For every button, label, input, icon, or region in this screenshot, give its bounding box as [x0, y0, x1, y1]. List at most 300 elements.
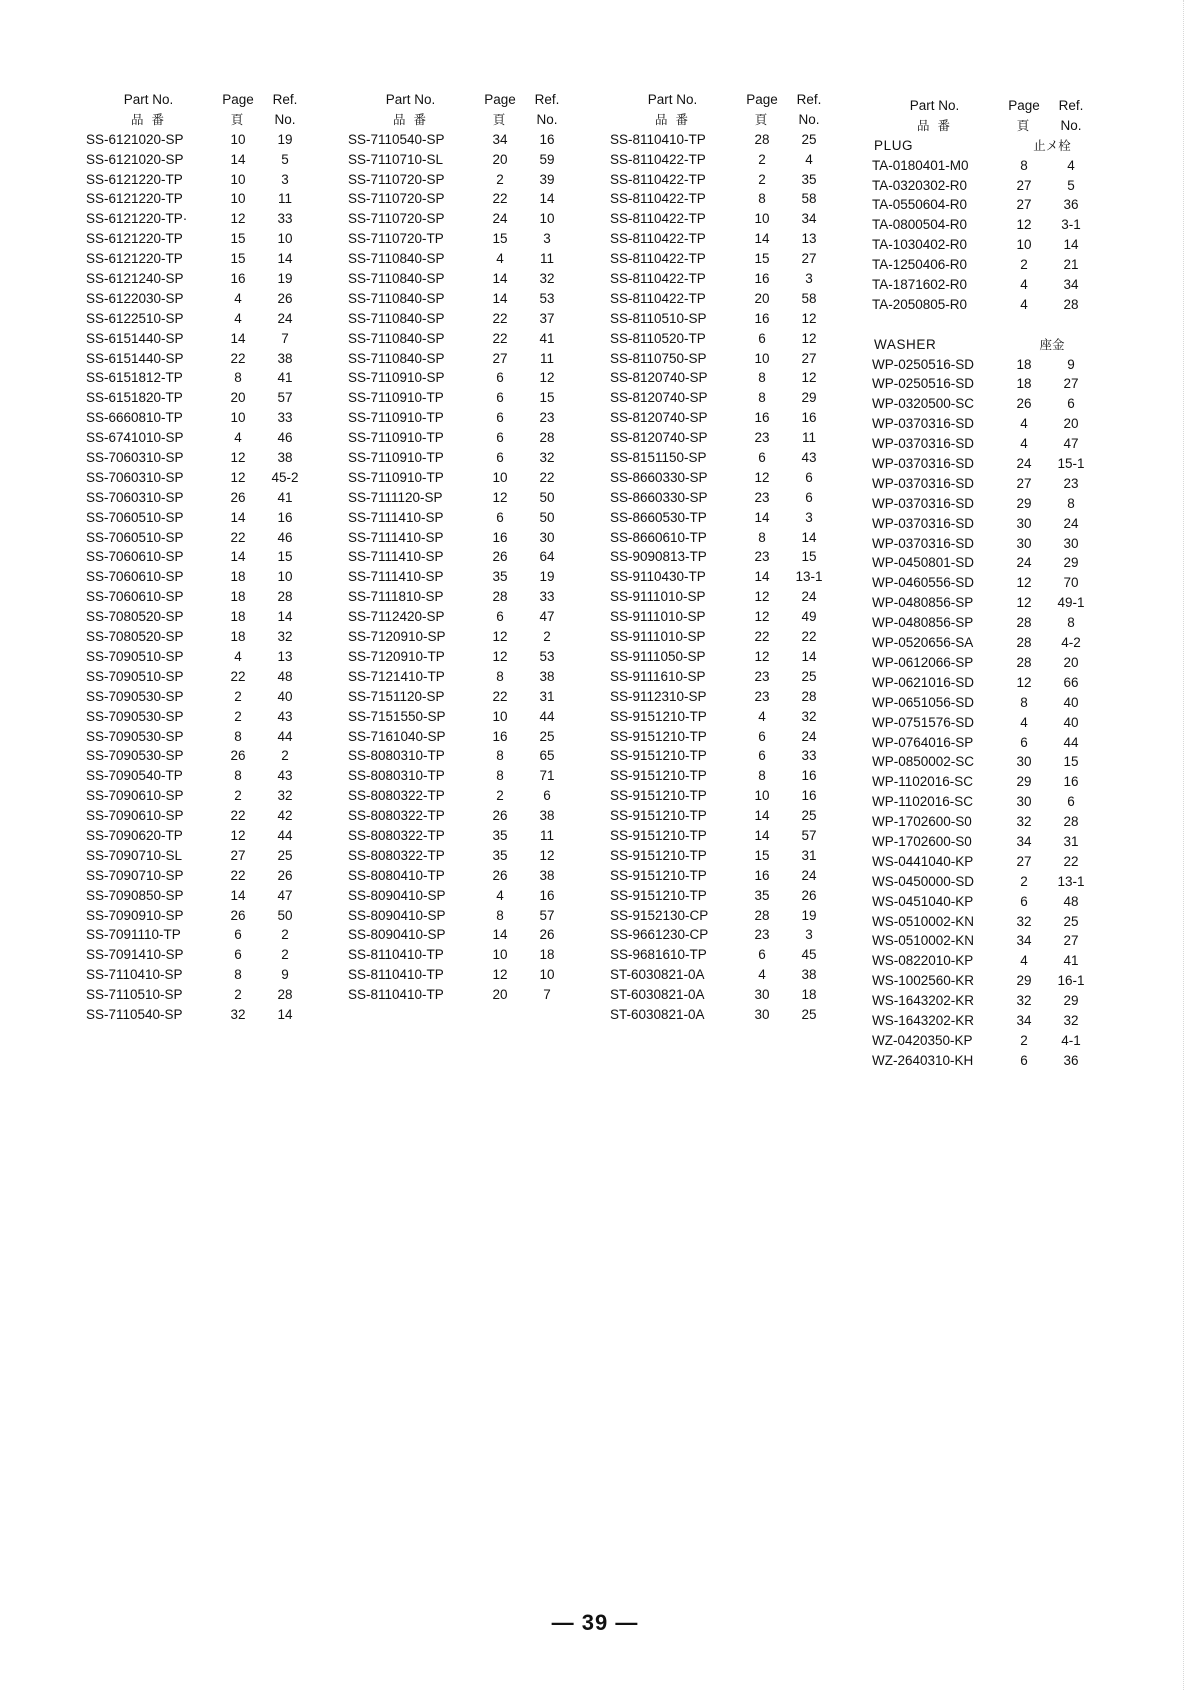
- ref-number: 34: [801, 211, 817, 227]
- table-row: [610, 945, 835, 965]
- part-number: WP-0370316-SD: [872, 416, 975, 432]
- page-ref: 22: [492, 688, 508, 704]
- ref-number: 47: [1063, 436, 1079, 452]
- page-ref: 16: [492, 529, 508, 545]
- ref-number: 14: [277, 609, 293, 625]
- page-ref: 35: [492, 569, 508, 585]
- table-row: [610, 766, 835, 786]
- ref-number: 38: [277, 350, 293, 366]
- ref-number: 40: [1063, 694, 1079, 710]
- table-row: [86, 130, 311, 150]
- category-label-jp: 止メ栓: [1033, 137, 1071, 153]
- page-ref: 8: [496, 668, 504, 684]
- part-number: SS-7090850-SP: [86, 887, 184, 903]
- table-row: [610, 388, 835, 408]
- ref-number: 10: [539, 967, 555, 983]
- ref-number: 40: [277, 688, 293, 704]
- ref-number: 9: [281, 967, 289, 983]
- table-row: [610, 687, 835, 707]
- page-ref: 14: [754, 827, 770, 843]
- table-row: [86, 269, 311, 289]
- part-number: SS-7111410-SP: [348, 549, 444, 565]
- part-number: SS-7060610-SP: [86, 569, 184, 585]
- table-row: [610, 150, 835, 170]
- parts-column-4: [872, 96, 1099, 1071]
- table-row: [348, 607, 573, 627]
- ref-number: 36: [1063, 197, 1079, 213]
- part-number: SS-7120910-TP: [348, 648, 445, 664]
- part-number: WP-0651056-SD: [872, 694, 975, 710]
- ref-number: 25: [801, 131, 817, 147]
- page-ref: 23: [754, 549, 770, 565]
- page-ref: 34: [1016, 833, 1032, 849]
- page-ref: 14: [754, 569, 770, 585]
- table-row: [872, 733, 1099, 753]
- table-row: [872, 295, 1099, 315]
- page-ref: 10: [754, 788, 770, 804]
- table-row: [872, 812, 1099, 832]
- part-number: SS-7080520-SP: [86, 609, 184, 625]
- part-number: SS-6121220-TP: [86, 171, 183, 187]
- ref-number: 14: [801, 529, 817, 545]
- ref-number: 25: [801, 1006, 817, 1022]
- part-number: SS-6121220-TP: [86, 251, 183, 267]
- page-ref: 12: [492, 967, 508, 983]
- page-ref: 26: [492, 549, 508, 565]
- part-number: WP-1702600-S0: [872, 814, 972, 830]
- page-ref: 10: [492, 469, 508, 485]
- page-ref: 2: [496, 171, 504, 187]
- page-ref: 27: [492, 350, 508, 366]
- page-ref: 10: [230, 410, 246, 426]
- page-ref: 16: [492, 728, 508, 744]
- page-ref: 27: [1016, 177, 1032, 193]
- table-row: [610, 209, 835, 229]
- part-number: WP-0460556-SD: [872, 575, 975, 591]
- table-row: [348, 249, 573, 269]
- page-ref: 12: [1016, 575, 1032, 591]
- table-row: [348, 866, 573, 886]
- header-part-no: Part No.: [123, 92, 174, 107]
- table-row: [348, 130, 573, 150]
- page-ref: 6: [758, 330, 766, 346]
- page-ref: 14: [230, 549, 246, 565]
- ref-number: 6: [805, 489, 813, 505]
- part-number: TA-1871602-R0: [872, 277, 968, 293]
- table-row: [872, 792, 1099, 812]
- ref-number: 41: [277, 489, 293, 505]
- page-ref: 12: [230, 827, 246, 843]
- ref-number: 14: [801, 648, 817, 664]
- ref-number: 48: [1063, 893, 1079, 909]
- ref-number: 26: [277, 867, 293, 883]
- table-row: [348, 547, 573, 567]
- ref-number: 32: [277, 788, 293, 804]
- part-number: SS-7110720-SP: [348, 171, 445, 187]
- part-number: WS-1643202-KR: [872, 1012, 975, 1028]
- table-row: [86, 886, 311, 906]
- part-number: ST-6030821-0A: [610, 987, 705, 1003]
- table-row: [86, 488, 311, 508]
- ref-number: 10: [539, 211, 555, 227]
- page-ref: 20: [492, 987, 508, 1003]
- ref-number: 49-1: [1057, 595, 1085, 611]
- ref-number: 4-1: [1061, 1032, 1081, 1048]
- part-number: SS-8080322-TP: [348, 847, 445, 863]
- part-number: SS-7110910-SP: [348, 370, 445, 386]
- page-ref: 6: [496, 390, 504, 406]
- part-number: SS-9151210-TP: [610, 887, 707, 903]
- part-number: SS-7110840-SP: [348, 290, 445, 306]
- parts-column-2: [348, 90, 573, 1005]
- ref-number: 25: [1063, 913, 1079, 929]
- ref-number: 44: [277, 827, 293, 843]
- ref-number: 30: [1063, 535, 1079, 551]
- page-ref: 6: [1020, 893, 1028, 909]
- table-row: [86, 647, 311, 667]
- part-number: SS-8110422-TP: [610, 211, 706, 227]
- part-number: WP-0450801-SD: [872, 555, 975, 571]
- ref-number: 18: [801, 987, 817, 1003]
- table-row: [872, 931, 1099, 951]
- ref-number: 16-1: [1057, 973, 1085, 989]
- part-number: ST-6030821-0A: [610, 967, 705, 983]
- page-ref: 8: [234, 967, 242, 983]
- page-ref: 20: [754, 290, 770, 306]
- table-row: [348, 309, 573, 329]
- part-number: WP-0320500-SC: [872, 396, 975, 412]
- page-ref: 10: [754, 211, 770, 227]
- page-ref: 8: [758, 370, 766, 386]
- part-number: WP-0370316-SD: [872, 535, 975, 551]
- ref-number: 7: [543, 987, 551, 1003]
- page-ref: 30: [754, 987, 770, 1003]
- part-number: WS-0451040-KP: [872, 893, 974, 909]
- part-number: SS-7120910-SP: [348, 629, 446, 645]
- table-row: [348, 786, 573, 806]
- part-number: WP-1102016-SC: [872, 774, 974, 790]
- ref-number: 6: [1067, 396, 1075, 412]
- page-ref: 18: [1016, 376, 1032, 392]
- table-row: [348, 170, 573, 190]
- page-ref: 4: [758, 967, 766, 983]
- ref-number: 35: [801, 171, 817, 187]
- part-number: SS-8110510-SP: [610, 310, 707, 326]
- page-ref: 12: [492, 489, 508, 505]
- page-ref: 22: [230, 529, 246, 545]
- part-number: TA-0180401-M0: [872, 157, 969, 173]
- page-ref: 8: [496, 748, 504, 764]
- part-number: WS-1643202-KR: [872, 993, 975, 1009]
- ref-number: 28: [277, 589, 293, 605]
- page-ref: 4: [1020, 296, 1028, 312]
- header-part-no: Part No.: [909, 98, 960, 113]
- column-header-jp: [86, 110, 311, 130]
- part-number: SS-7110840-SP: [348, 310, 445, 326]
- table-row: [86, 627, 311, 647]
- header-page-jp: 頁: [1016, 117, 1032, 133]
- page-ref: 30: [1016, 515, 1032, 531]
- ref-number: 53: [539, 290, 555, 306]
- table-row: [872, 215, 1099, 235]
- part-number: TA-2050805-R0: [872, 296, 968, 312]
- part-number: SS-6741010-SP: [86, 430, 184, 446]
- page-ref: 15: [754, 251, 770, 267]
- part-number: WP-0250516-SD: [872, 356, 975, 372]
- page-ref: 26: [230, 489, 246, 505]
- ref-number: 33: [277, 211, 293, 227]
- table-row: [872, 195, 1099, 215]
- part-number: SS-8110520-TP: [610, 330, 706, 346]
- page-ref: 12: [492, 648, 508, 664]
- part-number: SS-9151210-TP: [610, 827, 707, 843]
- scan-edge: [1182, 0, 1184, 1690]
- part-number: SS-7090540-TP: [86, 768, 183, 784]
- table-row: [610, 567, 835, 587]
- part-number: SS-7111410-SP: [348, 509, 444, 525]
- part-number: SS-7090710-SL: [86, 847, 183, 863]
- ref-number: 10: [277, 569, 293, 585]
- part-number: SS-8120740-SP: [610, 410, 708, 426]
- part-number: WP-0621016-SD: [872, 674, 975, 690]
- table-row: [610, 846, 835, 866]
- table-row: [872, 454, 1099, 474]
- ref-number: 12: [801, 310, 817, 326]
- part-number: WS-0450000-SD: [872, 873, 975, 889]
- table-row: [610, 1005, 835, 1025]
- page-ref: 18: [230, 609, 246, 625]
- page-ref: 2: [234, 688, 242, 704]
- part-number: SS-8080322-TP: [348, 808, 445, 824]
- category-label: PLUG: [874, 137, 914, 153]
- page-ref: 2: [234, 788, 242, 804]
- page-ref: 14: [492, 271, 508, 287]
- page-ref: 14: [230, 509, 246, 525]
- ref-number: 29: [1063, 555, 1079, 571]
- page-ref: 8: [496, 907, 504, 923]
- table-row: [86, 687, 311, 707]
- part-number: WP-0370316-SD: [872, 515, 975, 531]
- header-ref-no: No.: [1060, 117, 1082, 133]
- page-ref: 20: [492, 151, 508, 167]
- page-ref: 26: [492, 867, 508, 883]
- header-part-no-jp: 品 番: [393, 111, 428, 127]
- part-number: SS-8090410-SP: [348, 927, 446, 943]
- page-ref: 14: [754, 231, 770, 247]
- page-ref: 4: [234, 648, 242, 664]
- ref-number: 28: [1063, 814, 1079, 830]
- page-ref: 28: [754, 907, 770, 923]
- page-ref: 10: [230, 191, 246, 207]
- page-ref: 6: [758, 728, 766, 744]
- table-row: [872, 434, 1099, 454]
- ref-number: 4-2: [1061, 635, 1081, 651]
- ref-number: 32: [277, 629, 293, 645]
- table-row: [610, 269, 835, 289]
- page-ref: 14: [230, 151, 246, 167]
- table-row: [610, 826, 835, 846]
- table-row: [86, 1005, 311, 1025]
- part-number: WS-0822010-KP: [872, 953, 974, 969]
- category-label: WASHER: [874, 336, 937, 352]
- table-row: [348, 329, 573, 349]
- part-number: SS-8110422-TP: [610, 171, 706, 187]
- ref-number: 57: [801, 827, 817, 843]
- page-ref: 12: [230, 469, 246, 485]
- table-row: [348, 567, 573, 587]
- page-ref: 35: [492, 827, 508, 843]
- table-row: [86, 528, 311, 548]
- part-number: SS-9681610-TP: [610, 947, 707, 963]
- table-row: [872, 514, 1099, 534]
- ref-number: 32: [539, 450, 555, 466]
- ref-number: 34: [1063, 277, 1079, 293]
- page-ref: 6: [496, 370, 504, 386]
- part-number: SS-9111010-SP: [610, 629, 706, 645]
- table-row: [610, 866, 835, 886]
- part-number: SS-9111010-SP: [610, 609, 706, 625]
- table-row: [610, 886, 835, 906]
- part-number: SS-7110910-TP: [348, 469, 444, 485]
- row-spacer: [872, 315, 1099, 335]
- table-row: [348, 428, 573, 448]
- table-row: [348, 826, 573, 846]
- page-ref: 2: [1020, 873, 1028, 889]
- table-row: [348, 727, 573, 747]
- part-number: SS-7080520-SP: [86, 629, 184, 645]
- part-number: WP-0370316-SD: [872, 456, 975, 472]
- part-number: SS-7110720-TP: [348, 231, 444, 247]
- page-ref: 22: [230, 808, 246, 824]
- page-ref: 8: [1020, 694, 1028, 710]
- table-row: [86, 448, 311, 468]
- table-row: [872, 693, 1099, 713]
- table-row: [610, 448, 835, 468]
- table-row: [872, 1011, 1099, 1031]
- part-number: TA-0320302-R0: [872, 177, 968, 193]
- part-number: SS-7110840-SP: [348, 330, 445, 346]
- part-number: WP-0250516-SD: [872, 376, 975, 392]
- ref-number: 23: [1063, 475, 1079, 491]
- table-row: [610, 727, 835, 747]
- part-number: SS-9111610-SP: [610, 668, 706, 684]
- table-row: [86, 846, 311, 866]
- table-row: [872, 414, 1099, 434]
- part-number: SS-7151550-SP: [348, 708, 446, 724]
- table-row: [872, 553, 1099, 573]
- part-number: SS-7110540-SP: [348, 131, 445, 147]
- table-row: [348, 965, 573, 985]
- table-row: [86, 985, 311, 1005]
- page-ref: 27: [1016, 475, 1032, 491]
- ref-number: 16: [801, 768, 817, 784]
- table-row: [610, 806, 835, 826]
- table-row: [86, 209, 311, 229]
- ref-number: 39: [539, 171, 555, 187]
- ref-number: 24: [801, 728, 817, 744]
- page-ref: 28: [492, 589, 508, 605]
- ref-number: 43: [277, 708, 293, 724]
- part-number: SS-9151210-TP: [610, 847, 707, 863]
- table-row: [86, 547, 311, 567]
- table-row: [872, 772, 1099, 792]
- page-ref: 24: [1016, 456, 1032, 472]
- part-number: WS-0510002-KN: [872, 913, 975, 929]
- ref-number: 33: [277, 410, 293, 426]
- table-row: [610, 667, 835, 687]
- part-number: SS-7091410-SP: [86, 947, 184, 963]
- page-ref: 35: [492, 847, 508, 863]
- part-number: SS-6122510-SP: [86, 310, 184, 326]
- header-part-no: Part No.: [385, 92, 436, 107]
- table-row: [610, 229, 835, 249]
- table-row: [872, 752, 1099, 772]
- table-row: [610, 786, 835, 806]
- ref-number: 27: [801, 350, 817, 366]
- header-page: Page: [222, 92, 254, 107]
- page-ref: 30: [1016, 794, 1032, 810]
- part-number: TA-1250406-R0: [872, 257, 968, 273]
- table-row: [86, 368, 311, 388]
- ref-number: 14: [277, 251, 293, 267]
- part-number: SS-6122030-SP: [86, 290, 184, 306]
- table-row: [348, 627, 573, 647]
- ref-number: 58: [801, 290, 817, 306]
- header-part-no: Part No.: [647, 92, 698, 107]
- header-ref: Ref.: [796, 92, 822, 107]
- part-number: SS-7111410-SP: [348, 529, 444, 545]
- page-ref: 34: [492, 131, 508, 147]
- page-ref: 14: [754, 509, 770, 525]
- page-ref: 28: [754, 131, 770, 147]
- table-row: [610, 309, 835, 329]
- part-number: SS-8090410-SP: [348, 907, 446, 923]
- page-ref: 22: [492, 191, 508, 207]
- page-ref: 27: [1016, 197, 1032, 213]
- page-ref: 30: [1016, 754, 1032, 770]
- page-ref: 8: [234, 370, 242, 386]
- table-row: [86, 587, 311, 607]
- parts-column-3: [610, 90, 835, 1025]
- ref-number: 6: [543, 788, 551, 804]
- table-row: [348, 368, 573, 388]
- ref-number: 26: [277, 290, 293, 306]
- page-ref: 6: [496, 609, 504, 625]
- header-ref: Ref.: [1058, 98, 1084, 113]
- table-row: [86, 249, 311, 269]
- ref-number: 16: [539, 887, 555, 903]
- table-row: [610, 329, 835, 349]
- ref-number: 44: [539, 708, 555, 724]
- part-number: SS-6151820-TP: [86, 390, 183, 406]
- table-row: [872, 912, 1099, 932]
- part-number: SS-8110410-TP: [348, 967, 444, 983]
- part-number: SS-6121220-TP·: [86, 211, 188, 227]
- ref-number: 29: [801, 390, 817, 406]
- header-ref-no: No.: [536, 111, 558, 127]
- page-ref: 26: [492, 808, 508, 824]
- part-number: SS-8120740-SP: [610, 430, 708, 446]
- part-number: SS-7110710-SL: [348, 151, 444, 167]
- page-ref: 6: [496, 410, 504, 426]
- table-row: [610, 627, 835, 647]
- table-row: [610, 170, 835, 190]
- ref-number: 2: [281, 947, 289, 963]
- part-number: SS-8080310-TP: [348, 768, 445, 784]
- table-row: [872, 1051, 1099, 1071]
- ref-number: 46: [277, 529, 293, 545]
- part-number: SS-8110422-TP: [610, 151, 706, 167]
